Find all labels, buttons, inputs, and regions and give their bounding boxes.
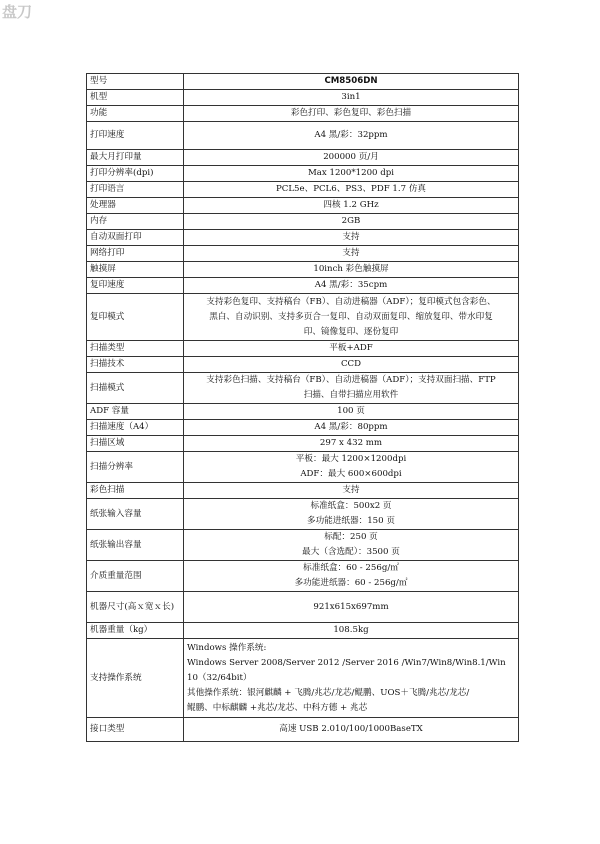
spec-label: 最大月打印量 (87, 150, 184, 166)
spec-label: 扫描分辨率 (87, 452, 184, 483)
spec-row (87, 106, 519, 122)
spec-value-line: 扫描、自带扫描应用软件 (303, 390, 399, 400)
spec-value-line: 2GB (341, 216, 361, 226)
spec-row (87, 182, 519, 198)
spec-label: 功能 (87, 106, 184, 122)
spec-value-line: Max 1200*1200 dpi (307, 168, 395, 178)
spec-row (87, 420, 519, 436)
spec-value-line: 297 x 432 mm (319, 438, 383, 448)
spec-row (87, 294, 519, 341)
spec-label: 扫描类型 (87, 341, 184, 357)
spec-row (87, 214, 519, 230)
spec-value-line: CM8506DN (324, 76, 378, 86)
spec-label: 机型 (87, 90, 184, 106)
spec-value-line: 标配：250 页 (324, 532, 378, 542)
spec-value-line: 3in1 (341, 92, 361, 102)
spec-value-line: 108.5kg (333, 625, 369, 635)
spec-label: 内存 (87, 214, 184, 230)
spec-value-line: 支持 (342, 485, 360, 495)
spec-label: 纸张输出容量 (87, 530, 184, 561)
spec-value-line: 鲲鹏、中标麒麟 +兆芯/龙芯、中科方德 + 兆芯 (187, 702, 368, 713)
spec-label: 复印模式 (87, 294, 184, 341)
spec-label: 支持操作系统 (87, 639, 184, 718)
spec-value (184, 278, 519, 294)
spec-value-line: A4 黑/彩：32ppm (314, 130, 388, 140)
spec-value-line: 四核 1.2 GHz (323, 200, 379, 210)
spec-table (86, 73, 519, 742)
spec-label: 机器重量（kg） (87, 623, 184, 639)
spec-label: 型号 (87, 74, 184, 90)
spec-value-line: 多功能进纸器：60 - 256g/㎡ (294, 578, 408, 588)
spec-label: 处理器 (87, 198, 184, 214)
spec-row (87, 166, 519, 182)
spec-label: 接口类型 (87, 718, 184, 742)
spec-value-line: 支持 (342, 248, 360, 258)
spec-row (87, 150, 519, 166)
spec-value-line: 高速 USB 2.010/100/1000BaseTX (279, 724, 423, 734)
spec-value (184, 499, 519, 530)
spec-label: 复印速度 (87, 278, 184, 294)
spec-value-line: 支持彩色复印、支持稿台（FB）、自动进稿器（ADF）；复印模式包含彩色、 (206, 296, 496, 307)
spec-value (184, 592, 519, 623)
spec-label: 介质重量范围 (87, 561, 184, 592)
spec-value-line: PCL5e、PCL6、PS3、PDF 1.7 仿真 (275, 184, 427, 194)
spec-row (87, 639, 519, 718)
spec-label: 机器尺寸(高ｘ宽ｘ长) (87, 592, 184, 623)
spec-value-line: 支持 (342, 232, 360, 242)
spec-value (184, 530, 519, 561)
spec-value (184, 561, 519, 592)
spec-value (184, 122, 519, 150)
spec-label: ADF 容量 (87, 404, 184, 420)
spec-value (184, 436, 519, 452)
spec-value-line: A4 黑/彩：35cpm (314, 280, 388, 290)
spec-value-line: 200000 页/月 (323, 152, 379, 162)
spec-value (184, 198, 519, 214)
spec-row (87, 561, 519, 592)
spec-label: 纸张输入容量 (87, 499, 184, 530)
spec-row (87, 230, 519, 246)
spec-value-line: 10（32/64bit） (187, 672, 252, 683)
spec-value-line: Windows 操作系统: (187, 642, 267, 653)
spec-value-line: 多功能进纸器：150 页 (307, 516, 395, 526)
spec-value (184, 341, 519, 357)
spec-value-line: 10inch 彩色触摸屏 (313, 264, 389, 274)
spec-value-line: 标准纸盒：60 - 256g/㎡ (303, 563, 399, 573)
spec-value-line: 彩色打印、彩色复印、彩色扫描 (290, 108, 412, 118)
spec-row (87, 373, 519, 404)
spec-value-line: 平板：最大 1200×1200dpi (295, 454, 407, 464)
spec-label: 自动双面打印 (87, 230, 184, 246)
spec-value (184, 74, 519, 90)
spec-value-line: 标准纸盒：500x2 页 (310, 501, 392, 511)
spec-value-line: 平板+ADF (329, 343, 373, 353)
spec-row (87, 74, 519, 90)
spec-label: 打印语言 (87, 182, 184, 198)
spec-value (184, 452, 519, 483)
spec-row (87, 404, 519, 420)
spec-value (184, 166, 519, 182)
spec-row (87, 341, 519, 357)
spec-value-line: 921x615x697mm (313, 601, 389, 612)
spec-value-line: 其他操作系统：银河麒麟 + 飞腾/兆芯/龙芯/鲲鹏、UOS＋飞腾/兆芯/龙芯/ (187, 687, 470, 698)
spec-row (87, 436, 519, 452)
spec-row (87, 718, 519, 742)
spec-value (184, 623, 519, 639)
spec-value (184, 246, 519, 262)
spec-label: 打印速度 (87, 122, 184, 150)
spec-value (184, 106, 519, 122)
spec-row (87, 452, 519, 483)
spec-value-line: A4 黑/彩：80ppm (314, 422, 388, 432)
spec-value (184, 718, 519, 742)
spec-value (184, 373, 519, 404)
spec-value (184, 294, 519, 341)
spec-value (184, 420, 519, 436)
spec-label: 扫描区域 (87, 436, 184, 452)
spec-row (87, 122, 519, 150)
spec-row (87, 198, 519, 214)
spec-value (184, 214, 519, 230)
spec-value (184, 90, 519, 106)
spec-value (184, 639, 519, 718)
spec-row (87, 262, 519, 278)
spec-value (184, 150, 519, 166)
spec-label: 彩色扫描 (87, 483, 184, 499)
spec-value-line: 印、镜像复印、逐份复印 (303, 326, 399, 337)
spec-value-line: 100 页 (337, 406, 365, 416)
spec-table-body (87, 74, 519, 742)
spec-value-line: 最大（含选配）：3500 页 (302, 547, 400, 557)
spec-value-line: 黑白、自动识别、支持多页合一复印、自动双面复印、缩放复印、带水印复 (209, 311, 493, 322)
spec-label: 扫描模式 (87, 373, 184, 404)
spec-row (87, 499, 519, 530)
spec-label: 打印分辨率(dpi) (87, 166, 184, 182)
spec-row (87, 623, 519, 639)
watermark-logo: 盘刀 (2, 3, 33, 21)
spec-value (184, 483, 519, 499)
spec-row (87, 246, 519, 262)
spec-row (87, 357, 519, 373)
spec-value-line: CCD (340, 359, 362, 369)
spec-value-line: Windows Server 2008/Server 2012 /Server 2016 /Win7/Win8/Win8.1/Win (187, 657, 506, 668)
spec-row (87, 90, 519, 106)
spec-label: 触摸屏 (87, 262, 184, 278)
spec-value (184, 262, 519, 278)
spec-row (87, 530, 519, 561)
spec-value (184, 182, 519, 198)
spec-row (87, 592, 519, 623)
spec-row (87, 278, 519, 294)
spec-label: 网络打印 (87, 246, 184, 262)
spec-value (184, 230, 519, 246)
spec-row (87, 483, 519, 499)
spec-label: 扫描技术 (87, 357, 184, 373)
spec-value (184, 404, 519, 420)
spec-value-line: ADF：最大 600×600dpi (300, 469, 402, 479)
spec-value (184, 357, 519, 373)
spec-label: 扫描速度（A4） (87, 420, 184, 436)
spec-value-line: 支持彩色扫描、支持稿台（FB）、自动进稿器（ADF）；支持双面扫描、FTP (206, 375, 496, 385)
